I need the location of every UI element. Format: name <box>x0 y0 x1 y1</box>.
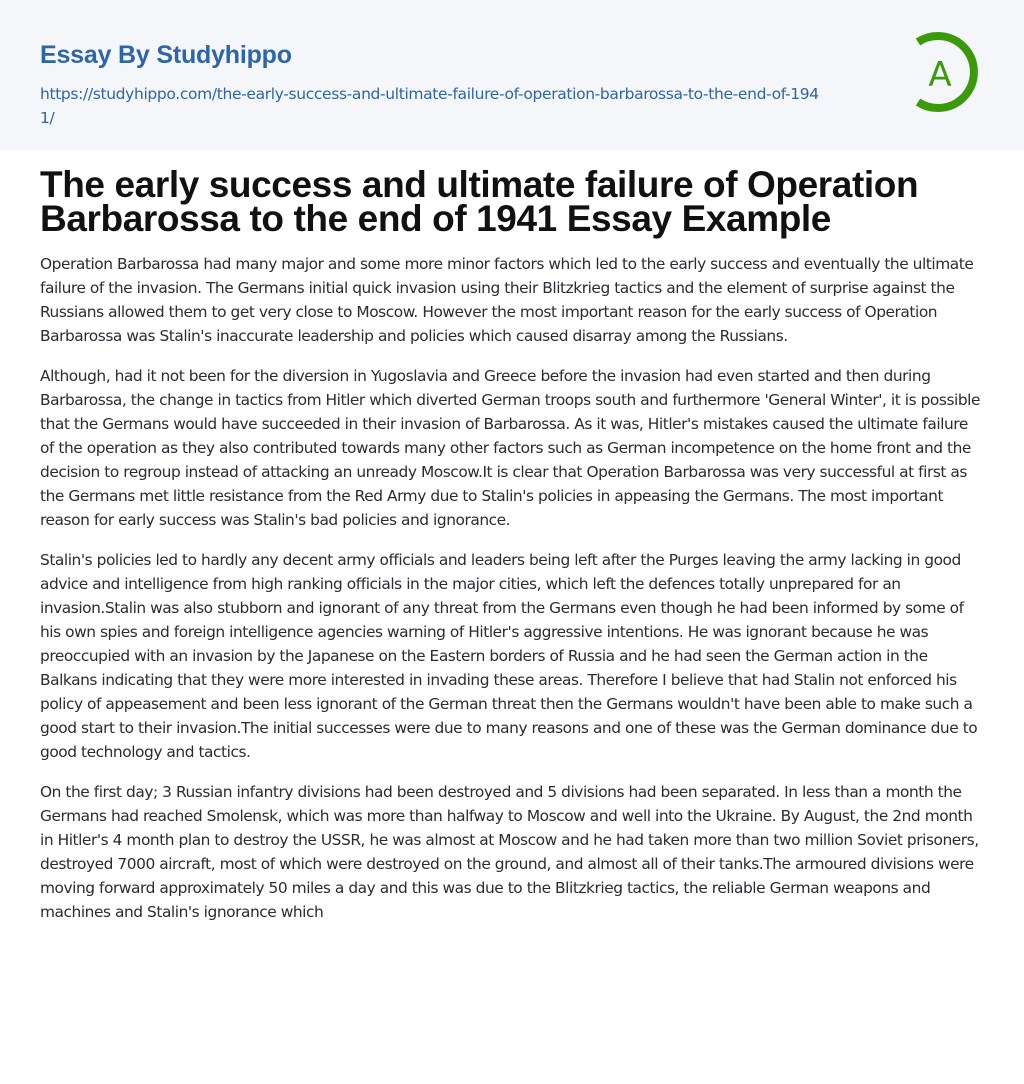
source-url-link[interactable]: https://studyhippo.com/the-early-success-and-ultimate-failure-of-operation-barbarossa-to-the-end-of-1941/ <box>40 85 819 127</box>
essay-body <box>40 252 984 924</box>
page-title: The early success and ultimate failure of Operation Barbarossa to the end of 1941 Essay Example <box>40 164 919 239</box>
logo-letter: A <box>928 55 952 95</box>
grade-a-circle-icon <box>912 30 986 114</box>
essay-paragraph: Although, had it not been for the diversion in Yugoslavia and Greece before the invasion had even started and then during Barbarossa, the change in tactics from Hitler which diverted German troops south and furthermore 'General Winter', it is possible that the Germans would have succeeded in their invasion of Barbarossa. As it was, Hitler's mistakes caused the ultimate failure of the operation as they also contributed towards many other factors such as German incompetence on the home front and the decision to regroup instead of attacking an unready Moscow.It is clear that Operation Barbarossa was very successful at first as the Germans met little resistance from the Red Army due to Stalin's policies in appeasing the Germans. The most important reason for early success was Stalin's bad policies and ignorance. <box>40 367 981 529</box>
essay-paragraph: Stalin's policies led to hardly any decent army officials and leaders being left after the Purges leaving the army lacking in good advice and intelligence from high ranking officials in the major cities, which left the defences totally unprepared for an invasion.Stalin was also stubborn and ignorant of any threat from the Germans even though he had been informed by some of his own spies and foreign intelligence agencies warning of Hitler's aggressive intentions. He was ignorant because he was preoccupied with an invasion by the Japanese on the Eastern borders of Russia and he had seen the German action in the Balkans indicating that they were more interested in invading these areas. Therefore I believe that had Stalin not enforced his policy of appeasement and been less ignorant of the German threat then the Germans wouldn't have been able to make such a good start to their invasion.The initial successes were due to many reasons and one of these was the German dominance due to good technology and tactics. <box>40 551 978 761</box>
essay-main <box>0 150 1024 980</box>
site-header <box>0 0 1024 150</box>
brand-title: Essay By Studyhippo <box>40 41 292 69</box>
essay-paragraph: Operation Barbarossa had many major and some more minor factors which led to the early success and eventually the ultimate failure of the invasion. The Germans initial quick invasion using their Blitzkrieg tactics and the element of surprise against the Russians allowed them to get very close to Moscow. However the most important reason for the early success of Operation Barbarossa was Stalin's inaccurate leadership and policies which caused disarray among the Russians. <box>40 255 974 345</box>
essay-paragraph: On the first day; 3 Russian infantry divisions had been destroyed and 5 divisions had been separated. In less than a month the Germans had reached Smolensk, which was more than halfway to Moscow and well into the Ukraine. By August, the 2nd month in Hitler's 4 month plan to destroy the USSR, he was almost at Moscow and he had taken more than two million Soviet prisoners, destroyed 7000 aircraft, most of which were destroyed on the ground, and almost all of their tanks.The armoured divisions were moving forward approximately 50 miles a day and this was due to the Blitzkrieg tactics, the reliable German weapons and machines and Stalin's ignorance which <box>40 783 979 921</box>
